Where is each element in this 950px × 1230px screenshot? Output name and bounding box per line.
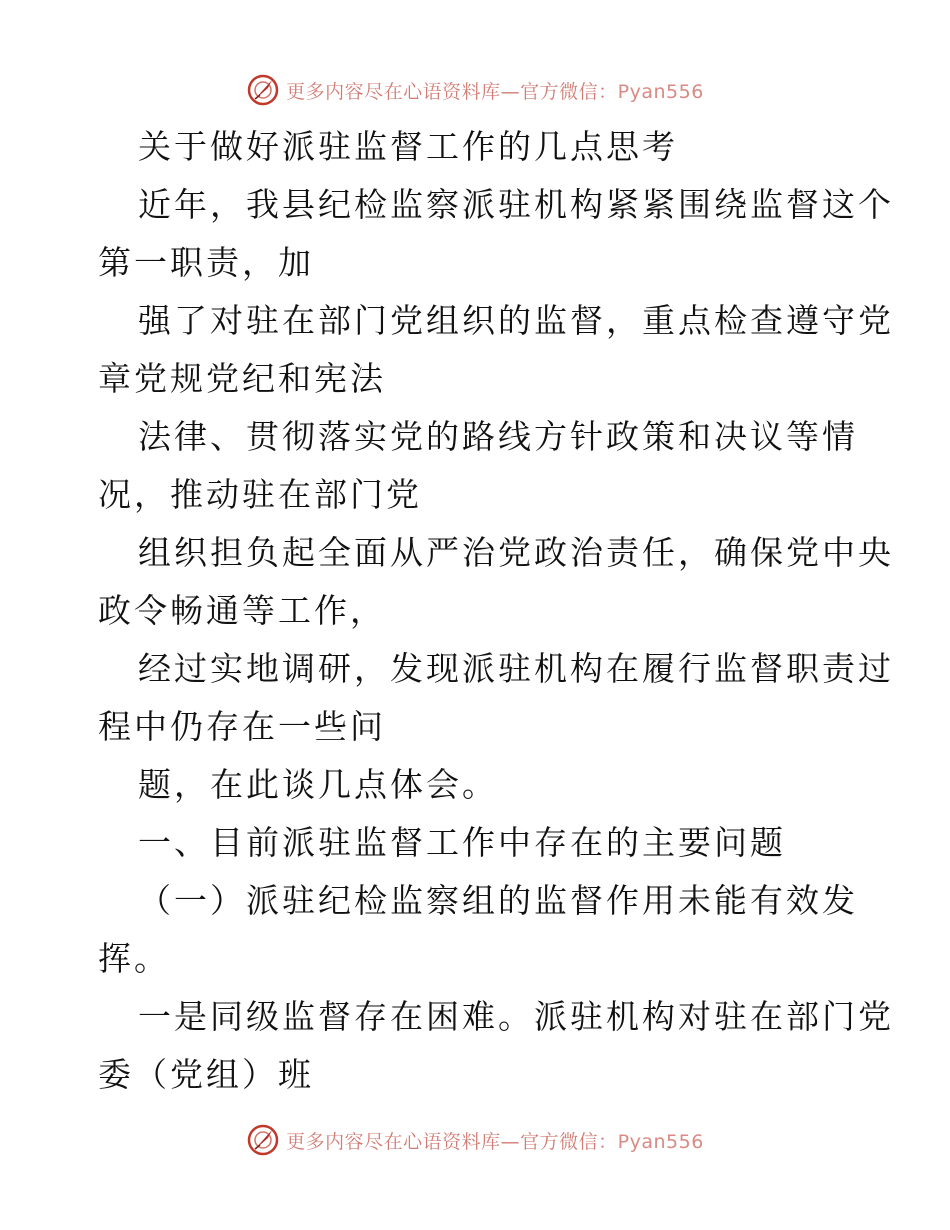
quill-logo-icon <box>246 1123 280 1157</box>
text-line: 挥。 <box>98 939 170 978</box>
document-body <box>98 118 894 1104</box>
text-line: 近年，我县纪检监察派驻机构紧紧围绕监督这个 <box>138 185 894 224</box>
text-line: 组织担负起全面从严治党政治责任，确保党中央 <box>138 533 894 572</box>
text-line: 第一职责，加 <box>98 243 314 282</box>
text-line: 强了对驻在部门党组织的监督，重点检查遵守党 <box>138 301 894 340</box>
text-line: 一是同级监督存在困难。派驻机构对驻在部门党 <box>138 997 894 1036</box>
text-line: 程中仍存在一些问 <box>98 707 386 746</box>
quill-logo-icon <box>246 73 280 107</box>
text-line: 题，在此谈几点体会。 <box>138 765 498 804</box>
watermark-text: 更多内容尽在心语资料库—官方微信：Pyan556 <box>286 1130 704 1153</box>
text-line: 法律、贯彻落实党的路线方针政策和决议等情 <box>138 417 858 456</box>
text-line: 经过实地调研，发现派驻机构在履行监督职责过 <box>138 649 894 688</box>
text-line: 委（党组）班 <box>98 1055 314 1094</box>
text-line: 章党规党纪和宪法 <box>98 359 386 398</box>
watermark-text: 更多内容尽在心语资料库—官方微信：Pyan556 <box>286 80 704 103</box>
text-line: （一）派驻纪检监察组的监督作用未能有效发 <box>138 881 858 920</box>
text-line: 一、目前派驻监督工作中存在的主要问题 <box>138 823 786 862</box>
text-line: 政令畅通等工作， <box>98 591 386 630</box>
document-title: 关于做好派驻监督工作的几点思考 <box>138 127 678 166</box>
watermark-header <box>0 70 950 110</box>
text-line: 况，推动驻在部门党 <box>98 475 422 514</box>
watermark-footer <box>0 1120 950 1160</box>
